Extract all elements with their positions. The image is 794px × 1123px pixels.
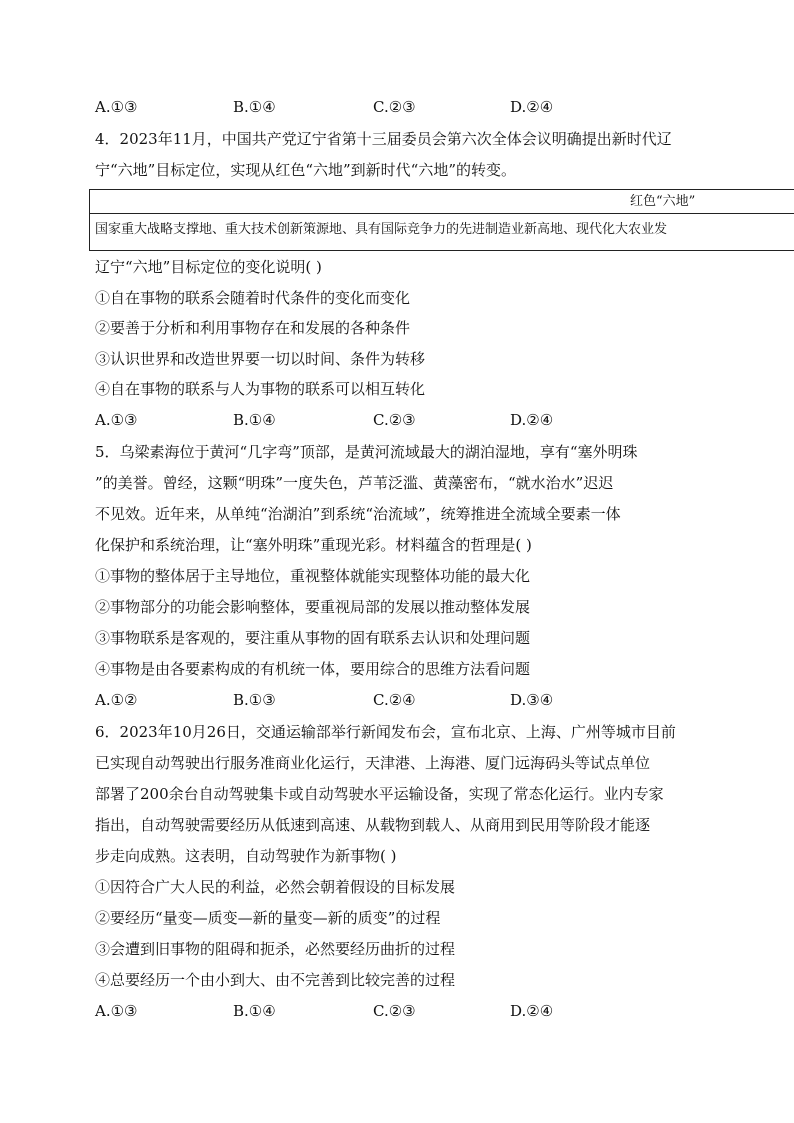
q6-option-a[interactable]: A.①③ [95,1002,138,1020]
q6-stem-line-1: 6．2023年10月26日，交通运输部举行新闻发布会，宣布北京、上海、广州等城市目前 [95,723,676,741]
q4-table-header-row [90,190,794,214]
q5-stem-line-4: 化保护和系统治理，让“塞外明珠”重现光彩。材料蕴含的哲理是( ) [95,536,532,554]
q5-option-a[interactable]: A.①② [95,691,138,709]
q6-stem-line-4: 指出，自动驾驶需要经历从低速到高速、从载物到载人、从商用到民用等阶段才能逐 [95,816,651,834]
q5-options [95,690,695,710]
q3-option-a[interactable]: A.①③ [95,98,138,116]
q4-choice-1: ①自在事物的联系会随着时代条件的变化而变化 [95,289,411,307]
q6-choice-1: ①因符合广大人民的利益，必然会朝着假设的目标发展 [95,878,456,896]
q4-option-b[interactable]: B.①④ [233,411,276,429]
q5-choice-4: ④事物是由各要素构成的有机统一体，要用综合的思维方法看问题 [95,660,531,678]
q6-choice-4: ④总要经历一个由小到大、由不完善到比较完善的过程 [95,971,456,989]
q5-option-b[interactable]: B.①③ [233,691,276,709]
q3-option-c[interactable]: C.②③ [373,98,416,116]
q6-option-c[interactable]: C.②③ [373,1002,416,1020]
q6-stem-line-2: 已实现自动驾驶出行服务准商业化运行，天津港、上海港、厦门远海码头等试点单位 [95,754,651,772]
q6-choice-2: ②要经历“量变—质变—新的量变—新的质变”的过程 [95,909,441,927]
q4-choice-4: ④自在事物的联系与人为事物的联系可以相互转化 [95,380,426,398]
q4-choice-2: ②要善于分析和利用事物存在和发展的各种条件 [95,319,411,337]
q4-table-header: 红色“六地” [630,194,696,209]
q6-choice-3: ③会遭到旧事物的阻碍和扼杀，必然要经历曲折的过程 [95,940,456,958]
q5-option-c[interactable]: C.②④ [373,691,416,709]
q6-stem-line-5: 步走向成熟。这表明，自动驾驶作为新事物( ) [95,847,397,865]
q3-options [95,97,695,117]
q4-choice-3: ③认识世界和改造世界要一切以时间、条件为转移 [95,350,426,368]
q5-choice-2: ②事物部分的功能会影响整体，要重视局部的发展以推动整体发展 [95,598,531,616]
q4-options [95,410,695,430]
q6-stem-line-3: 部署了200余台自动驾驶集卡或自动驾驶水平运输设备，实现了常态化运行。业内专家 [95,785,664,803]
q4-table [89,189,794,251]
q3-option-d[interactable]: D.②④ [510,98,554,116]
q5-choice-1: ①事物的整体居于主导地位，重视整体就能实现整体功能的最大化 [95,567,531,585]
q4-stem-line-1: 4．2023年11月，中国共产党辽宁省第十三届委员会第六次全体会议明确提出新时代辽 [95,130,672,148]
q4-option-d[interactable]: D.②④ [510,411,554,429]
q6-options [95,1001,695,1021]
q4-stem-line-2: 宁“六地”目标定位，实现从红色“六地”到新时代“六地”的转变。 [95,161,517,179]
q6-option-b[interactable]: B.①④ [233,1002,276,1020]
q3-option-b[interactable]: B.①④ [233,98,276,116]
q4-question: 辽宁“六地”目标定位的变化说明( ) [95,258,322,276]
q5-stem-line-3: 不见效。近年来，从单纯“治湖泊”到系统“治流域”，统筹推进全流域全要素一体 [95,505,621,523]
q4-table-cell: 国家重大战略支撑地、重大技术创新策源地、具有国际竞争力的先进制造业新高地、现代化大农业发 [95,222,668,237]
q5-stem-line-1: 5．乌梁素海位于黄河“几字弯”顶部，是黄河流域最大的湖泊湿地，享有“塞外明珠 [95,443,638,461]
q5-option-d[interactable]: D.③④ [510,691,554,709]
q4-option-a[interactable]: A.①③ [95,411,138,429]
q5-stem-line-2: ”的美誉。曾经，这颗“明珠”一度失色，芦苇泛滥、黄藻密布，“就水治水”迟迟 [95,474,614,492]
q6-option-d[interactable]: D.②④ [510,1002,554,1020]
q5-choice-3: ③事物联系是客观的，要注重从事物的固有联系去认识和处理问题 [95,629,531,647]
q4-option-c[interactable]: C.②③ [373,411,416,429]
